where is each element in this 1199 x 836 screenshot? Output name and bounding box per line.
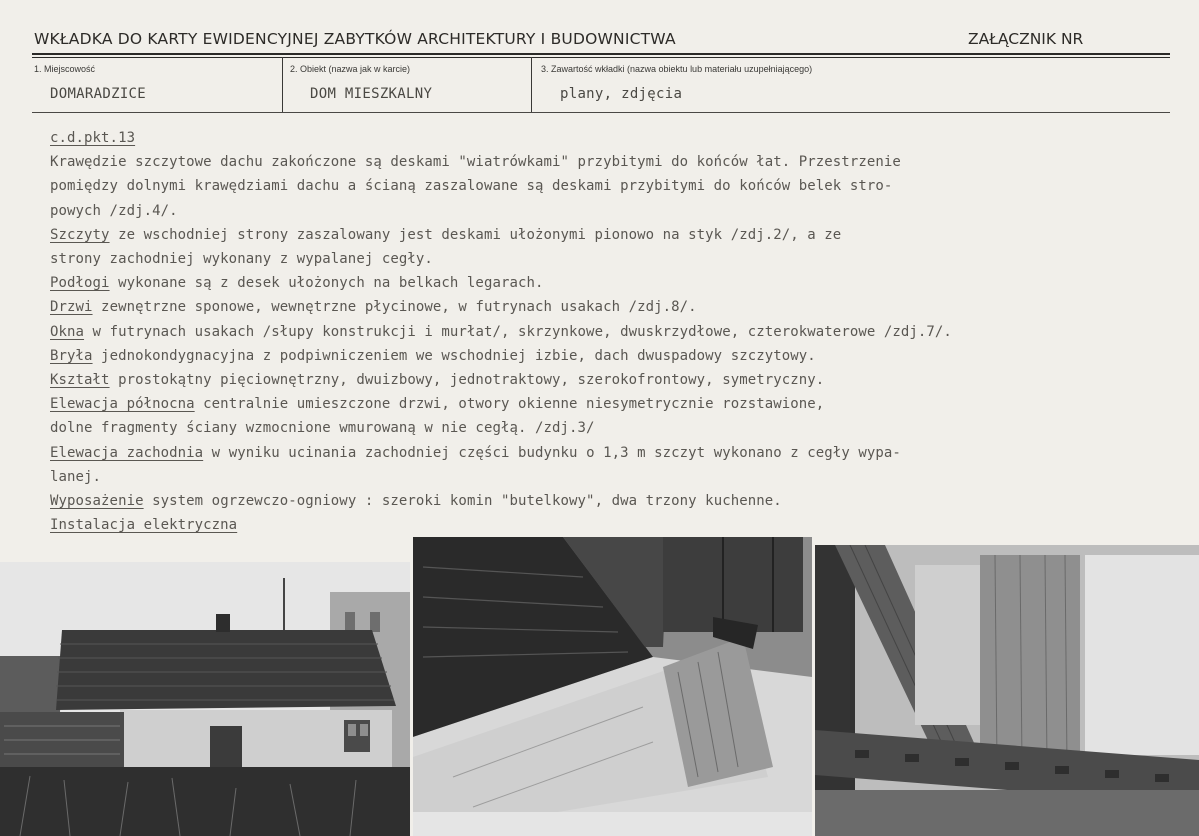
section-heading: Instalacja elektryczna <box>50 517 238 534</box>
fields-bottom-rule <box>32 112 1170 113</box>
body-line: strony zachodniej wykonany z wypalanej cegły. <box>50 251 433 268</box>
field-label-contents: 3. Zawartość wkładki (nazwa obiektu lub materiału uzupełniającego) <box>541 64 813 74</box>
body-line: Bryła jednokondygnacyjna z podpiwniczeniem we wschodniej izbie, dach dwuspadowy szczytowy. <box>50 347 816 364</box>
document-title: WKŁADKA DO KARTY EWIDENCYJNEJ ZABYTKÓW ARCHITEKTURY I BUDOWNICTWA <box>34 30 676 48</box>
body-line: Kształt prostokątny pięciownętrzny, dwuizbowy, jednotraktowy, szerokofrontowy, symetryczny. <box>50 372 825 389</box>
body-line <box>50 513 1180 537</box>
section-heading: Podłogi <box>50 275 110 292</box>
section-heading: Drzwi <box>50 299 93 316</box>
field-value-locality: DOMARADZICE <box>50 86 147 102</box>
body-line: powych /zdj.4/. <box>50 202 178 219</box>
field-value-object: DOM MIESZKALNY <box>310 86 433 102</box>
section-heading: Elewacja północna <box>50 396 195 413</box>
field-separator <box>282 57 283 112</box>
body-line: dolne fragmenty ściany wzmocnione wmurowaną w nie cegłą. /zdj.3/ <box>50 420 595 437</box>
section-heading: Wyposażenie <box>50 493 144 510</box>
body-line: Drzwi zewnętrzne sponowe, wewnętrzne płycinowe, w futrynach usakach /zdj.8/. <box>50 299 697 316</box>
section-heading: Elewacja zachodnia <box>50 444 204 461</box>
body-line: Elewacja północna centralnie umieszczone drzwi, otwory okienne niesymetrycznie rozstawione, <box>50 396 825 413</box>
photo-house-exterior <box>0 562 410 836</box>
body-line: pomiędzy dolnymi krawędziami dachu a ścianą zaszalowane są deskami przybitymi do końców belek stro- <box>50 178 893 195</box>
document-body <box>50 126 1180 537</box>
section-heading: Szczyty <box>50 226 110 243</box>
photo-rafter-detail <box>413 537 812 836</box>
photo-wall-detail <box>815 545 1199 836</box>
field-value-contents: plany, zdjęcia <box>560 86 683 102</box>
header-rule-thin <box>32 57 1170 58</box>
annex-label: ZAŁĄCZNIK NR <box>968 30 1084 48</box>
header-rule <box>32 53 1170 55</box>
body-line: Szczyty ze wschodniej strony zaszalowany jest deskami ułożonymi pionowo na styk /zdj.2/, a ze <box>50 226 842 243</box>
section-heading: Okna <box>50 323 85 340</box>
body-line: Podłogi wykonane są z desek ułożonych na belkach legarach. <box>50 275 544 292</box>
field-label-locality: 1. Miejscowość <box>34 64 96 74</box>
body-line: Elewacja zachodnia w wyniku ucinania zachodniej części budynku o 1,3 m szczyt wykonano z cegły wypa- <box>50 444 901 461</box>
continuation-heading: c.d.pkt.13 <box>50 130 136 146</box>
body-line: Okna w futrynach usakach /słupy konstrukcji i murłat/, skrzynkowe, dwuskrzydłowe, czterokwaterowe /zdj.7/. <box>50 323 952 340</box>
field-separator <box>531 57 532 112</box>
body-line: Krawędzie szczytowe dachu zakończone są deskami "wiatrówkami" przybitymi do końców łat. Przestrzenie <box>50 154 901 171</box>
field-label-object: 2. Obiekt (nazwa jak w karcie) <box>290 64 411 74</box>
body-line: Wyposażenie system ogrzewczo-ogniowy : szeroki komin "butelkowy", dwa trzony kuchenne. <box>50 493 782 510</box>
section-heading: Kształt <box>50 372 110 389</box>
section-heading: Bryła <box>50 347 93 364</box>
body-line: lanej. <box>50 468 102 485</box>
